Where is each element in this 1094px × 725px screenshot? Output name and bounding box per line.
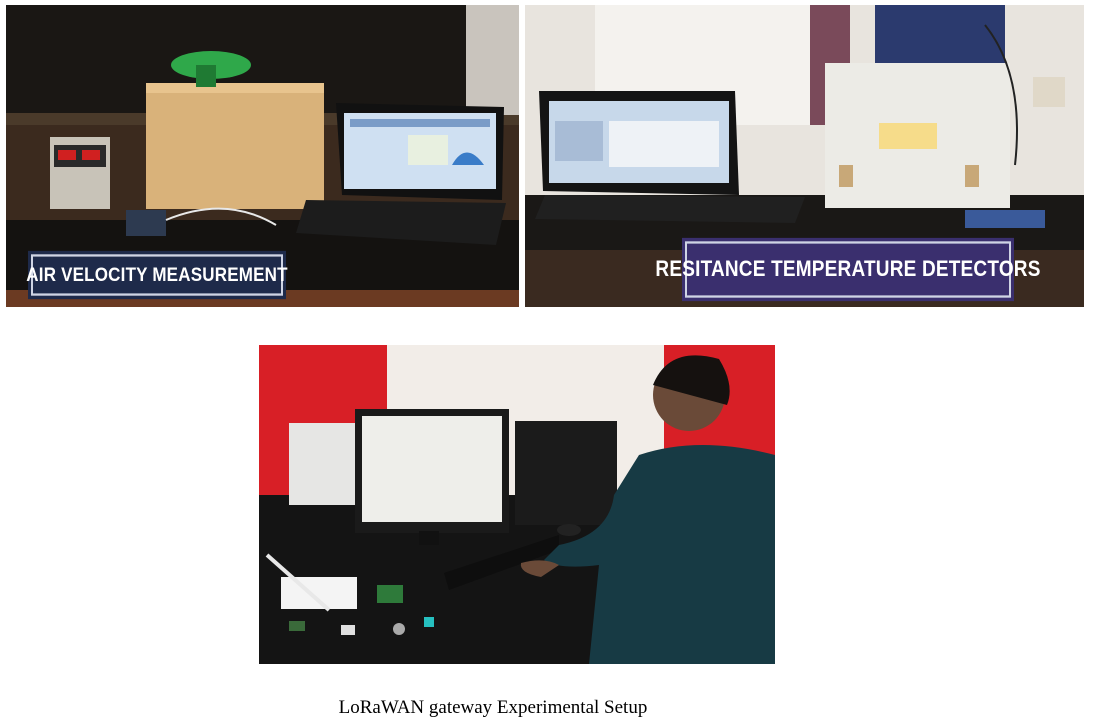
lorawan-scene xyxy=(259,345,775,664)
lorawan-photo xyxy=(259,345,775,664)
air-velocity-photo xyxy=(6,5,519,307)
sensor-board xyxy=(377,585,403,603)
air-velocity-sign: AIR VELOCITY MEASUREMENT xyxy=(31,254,283,295)
rtd-photo xyxy=(525,5,1084,307)
wooden-box xyxy=(146,83,324,209)
figure-caption: LoRaWAN gateway Experimental Setup xyxy=(338,697,648,718)
sensor-module xyxy=(126,210,166,236)
lorawan-gateway xyxy=(281,577,357,609)
rtd-sign: RESITANCE TEMPERATURE DETECTORS xyxy=(685,241,1011,297)
pc-tower xyxy=(515,421,617,525)
